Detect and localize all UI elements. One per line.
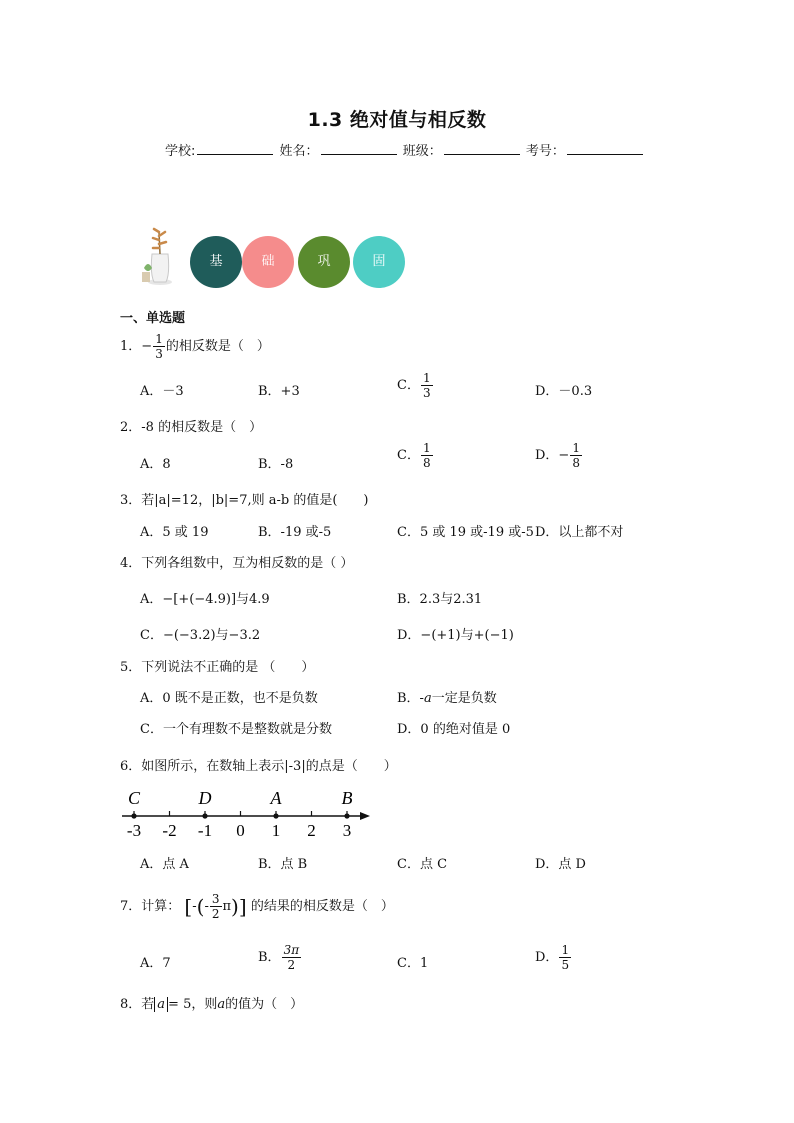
- arrow-right-icon: [360, 812, 370, 820]
- q6-option-d[interactable]: D．点 D: [535, 857, 586, 872]
- badge-gu: 固: [353, 236, 405, 288]
- school-label: 学校:: [165, 144, 196, 159]
- q7-option-a[interactable]: A．7: [140, 956, 171, 971]
- number-line-tick-label: 3: [342, 821, 352, 840]
- class-label: 班级：: [402, 144, 442, 159]
- name-blank[interactable]: [321, 142, 397, 155]
- number-line-point: [202, 813, 207, 818]
- school-blank[interactable]: [197, 142, 273, 155]
- page-title: 1.3 绝对值与相反数: [307, 109, 487, 131]
- q2-option-b[interactable]: B．-8: [258, 457, 294, 472]
- q6-option-b[interactable]: B．点 B: [258, 857, 308, 872]
- number-line-tick-label: 1: [271, 821, 281, 840]
- question-7: 7．计算： [-(- $\frac{3}{2}$ π)] 的结果的相反数是（ ）: [120, 892, 394, 921]
- badge-gong: 巩: [298, 236, 350, 288]
- q5-option-c[interactable]: C．一个有理数不是整数就是分数: [140, 722, 332, 737]
- q2-option-a[interactable]: A．8: [140, 457, 171, 472]
- question-5: 5．下列说法不正确的是 （ ）: [120, 660, 315, 675]
- q6-option-a[interactable]: A．点 A: [140, 857, 189, 872]
- section-heading: 一、单选题: [120, 311, 186, 326]
- number-line-tick-label: 2: [307, 821, 316, 840]
- q5-option-a[interactable]: A．0 既不是正数，也不是负数: [140, 691, 318, 706]
- question-1: 1．− $\frac{1}{3}$ 的相反数是（ ）: [120, 332, 270, 361]
- q1-option-b[interactable]: B．+3: [258, 384, 300, 399]
- student-info-line: [165, 140, 645, 159]
- plant-vase-icon: [136, 224, 184, 288]
- class-blank[interactable]: [444, 142, 520, 155]
- number-line-figure: [118, 784, 378, 842]
- q2-option-c[interactable]: C． $\frac{1}{8}$: [397, 441, 431, 470]
- q4-option-a[interactable]: A．−[+(−4.9)]与4.9: [140, 592, 270, 607]
- q7-option-b[interactable]: B． $\frac{3\pi}{2}$: [258, 943, 300, 972]
- number-line-tick-label: 0: [236, 821, 245, 840]
- q4-option-b[interactable]: B．2.3与2.31: [397, 592, 483, 607]
- badge-chu: 础: [242, 236, 294, 288]
- number-line-point-label: D: [198, 788, 212, 808]
- q5-option-d[interactable]: D．0 的绝对值是 0: [397, 722, 511, 737]
- name-label: 姓名：: [279, 144, 319, 159]
- number-line-tick-label: -1: [197, 821, 213, 840]
- q3-option-c[interactable]: C．5 或 19 或-19 或-5: [397, 525, 534, 540]
- q3-option-b[interactable]: B．-19 或-5: [258, 525, 332, 540]
- number-line-point-label: A: [270, 788, 282, 808]
- number-line-point: [131, 813, 136, 818]
- q3-option-d[interactable]: D．以上都不对: [535, 525, 624, 540]
- number-line-point: [273, 813, 278, 818]
- question-8: 8．若 a = 5，则a的值为（ ）: [120, 997, 304, 1012]
- badge-ji: 基: [190, 236, 242, 288]
- q4-option-c[interactable]: C．−(−3.2)与−3.2: [140, 628, 261, 643]
- q1-option-c[interactable]: C． $\frac{1}{3}$: [397, 371, 431, 400]
- q1-option-d[interactable]: D．－0.3: [535, 384, 593, 399]
- number-line-tick-label: -2: [162, 821, 177, 840]
- q6-option-c[interactable]: C．点 C: [397, 857, 448, 872]
- id-blank[interactable]: [567, 142, 643, 155]
- q3-option-a[interactable]: A．5 或 19: [140, 525, 209, 540]
- q7-option-d[interactable]: D． $\frac{1}{5}$: [535, 943, 570, 972]
- q1-option-a[interactable]: A．－3: [140, 384, 184, 399]
- q2-option-d[interactable]: D．− $\frac{1}{8}$: [535, 441, 580, 470]
- q4-option-d[interactable]: D．−(+1)与+(−1): [397, 628, 514, 643]
- number-line-point: [344, 813, 349, 818]
- number-line-tick-label: -3: [126, 821, 142, 840]
- number-line-point-label: C: [127, 788, 141, 808]
- number-line-point-label: B: [341, 788, 353, 808]
- q7-option-c[interactable]: C．1: [397, 956, 429, 971]
- id-label: 考号：: [525, 144, 565, 159]
- question-3: 3．若|a|=12，|b|=7,则 a-b 的值是( ): [120, 493, 369, 508]
- question-6: 6．如图所示，在数轴上表示|-3|的点是（ ）: [120, 759, 397, 774]
- question-2: 2．-8 的相反数是（ ）: [120, 420, 263, 435]
- q5-option-b[interactable]: B．-a一定是负数: [397, 691, 497, 706]
- question-4: 4．下列各组数中，互为相反数的是（ ）: [120, 556, 354, 571]
